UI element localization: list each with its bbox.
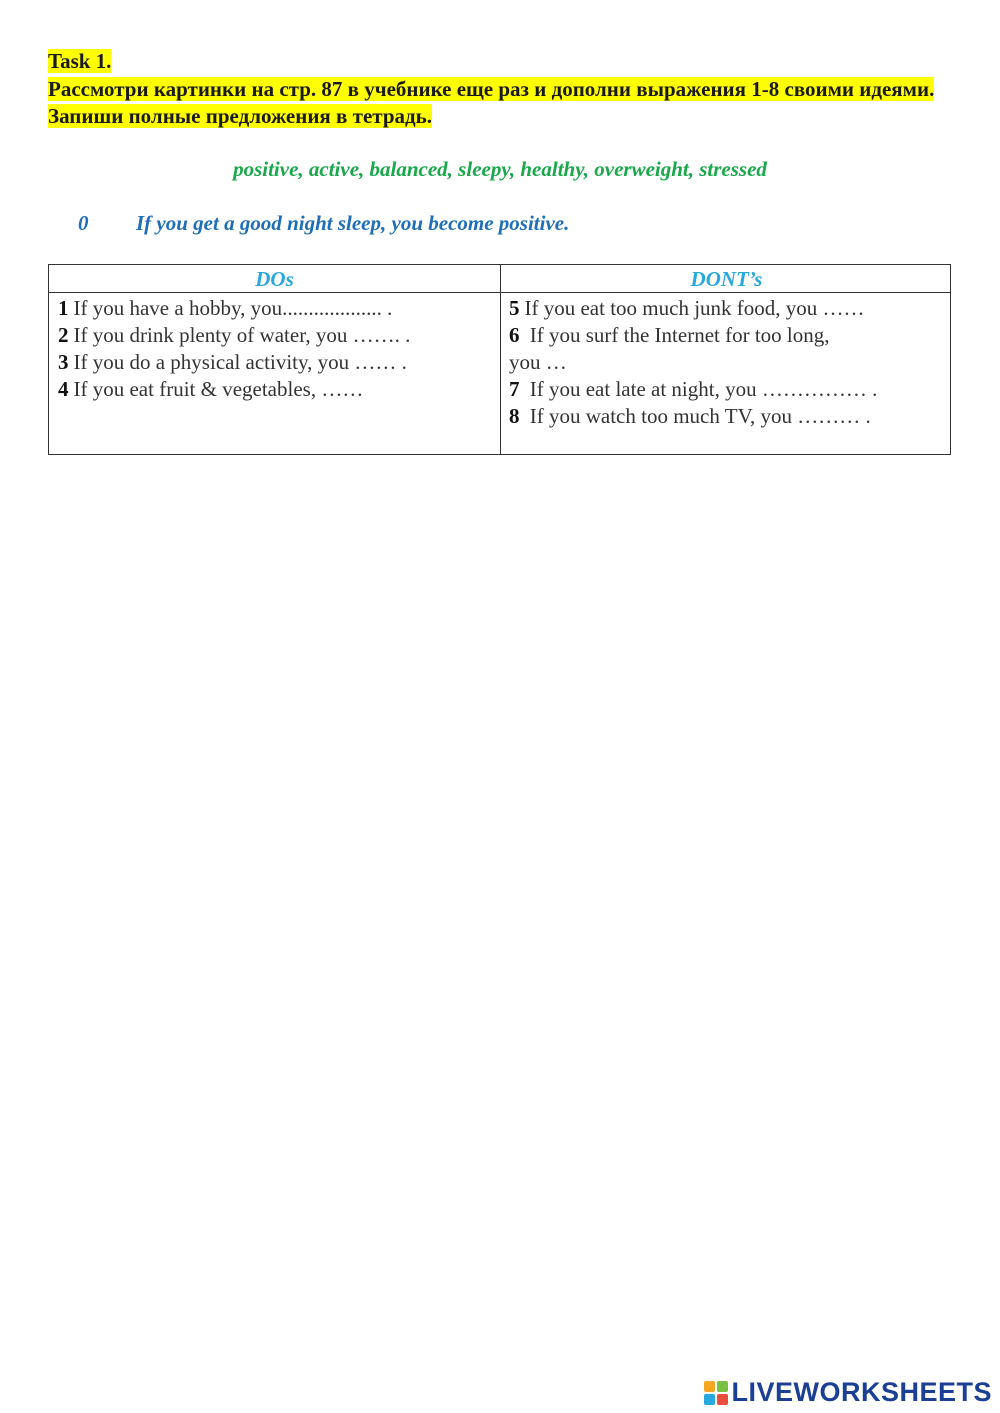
donts-item — [509, 295, 877, 322]
logo-grid-icon — [704, 1381, 728, 1405]
item-text: If you eat fruit & vegetables, …… — [73, 377, 364, 401]
liveworksheets-logo[interactable] — [704, 1377, 992, 1408]
donts-list — [509, 295, 877, 430]
column-divider — [500, 265, 501, 454]
item-number: 1 — [58, 296, 69, 320]
donts-item — [509, 376, 877, 403]
item-text: If you do a physical activity, you …… . — [73, 350, 407, 374]
item-text: If you eat late at night, you …………… . — [524, 377, 878, 401]
donts-item — [509, 403, 877, 430]
task-title-text: Task 1. — [48, 49, 112, 73]
donts-item-continuation — [509, 349, 877, 376]
donts-header: DONT’s — [690, 267, 763, 291]
item-text: If you have a hobby, you................... . — [73, 296, 393, 320]
item-text: If you drink plenty of water, you ……. . — [73, 323, 411, 347]
donts-item — [509, 322, 877, 349]
item-text: If you watch too much TV, you ……… . — [524, 404, 871, 428]
dos-item — [58, 322, 410, 349]
instructions-part-2: Запиши полные предложения в тетрадь. — [48, 104, 432, 128]
item-number: 4 — [58, 377, 69, 401]
dos-item — [58, 376, 410, 403]
header-divider — [49, 292, 950, 293]
task-instructions — [48, 76, 958, 130]
dos-donts-table — [48, 264, 951, 455]
logo-text: LIVEWORKSHEETS — [731, 1377, 992, 1407]
example-sentence — [78, 211, 569, 236]
example-number: 0 — [78, 211, 89, 235]
instructions-part-1: Рассмотри картинки на стр. 87 в учебнике еще раз и дополни выражения 1-8 своими идеями. — [48, 77, 935, 101]
example-text: If you get a good night sleep, you become positive. — [136, 211, 570, 235]
dos-item — [58, 349, 410, 376]
item-text: If you eat too much junk food, you …… — [524, 296, 865, 320]
item-number: 6 — [509, 323, 520, 347]
dos-list — [58, 295, 410, 403]
task-title — [48, 48, 111, 74]
item-number: 5 — [509, 296, 520, 320]
item-text: you … — [509, 350, 567, 374]
dos-header: DOs — [255, 267, 294, 291]
item-text: If you surf the Internet for too long, — [524, 323, 830, 347]
item-number: 3 — [58, 350, 69, 374]
word-bank: positive, active, balanced, sleepy, healthy, overweight, stressed — [233, 157, 767, 181]
item-number: 2 — [58, 323, 69, 347]
dos-item — [58, 295, 410, 322]
item-number: 8 — [509, 404, 520, 428]
item-number: 7 — [509, 377, 520, 401]
